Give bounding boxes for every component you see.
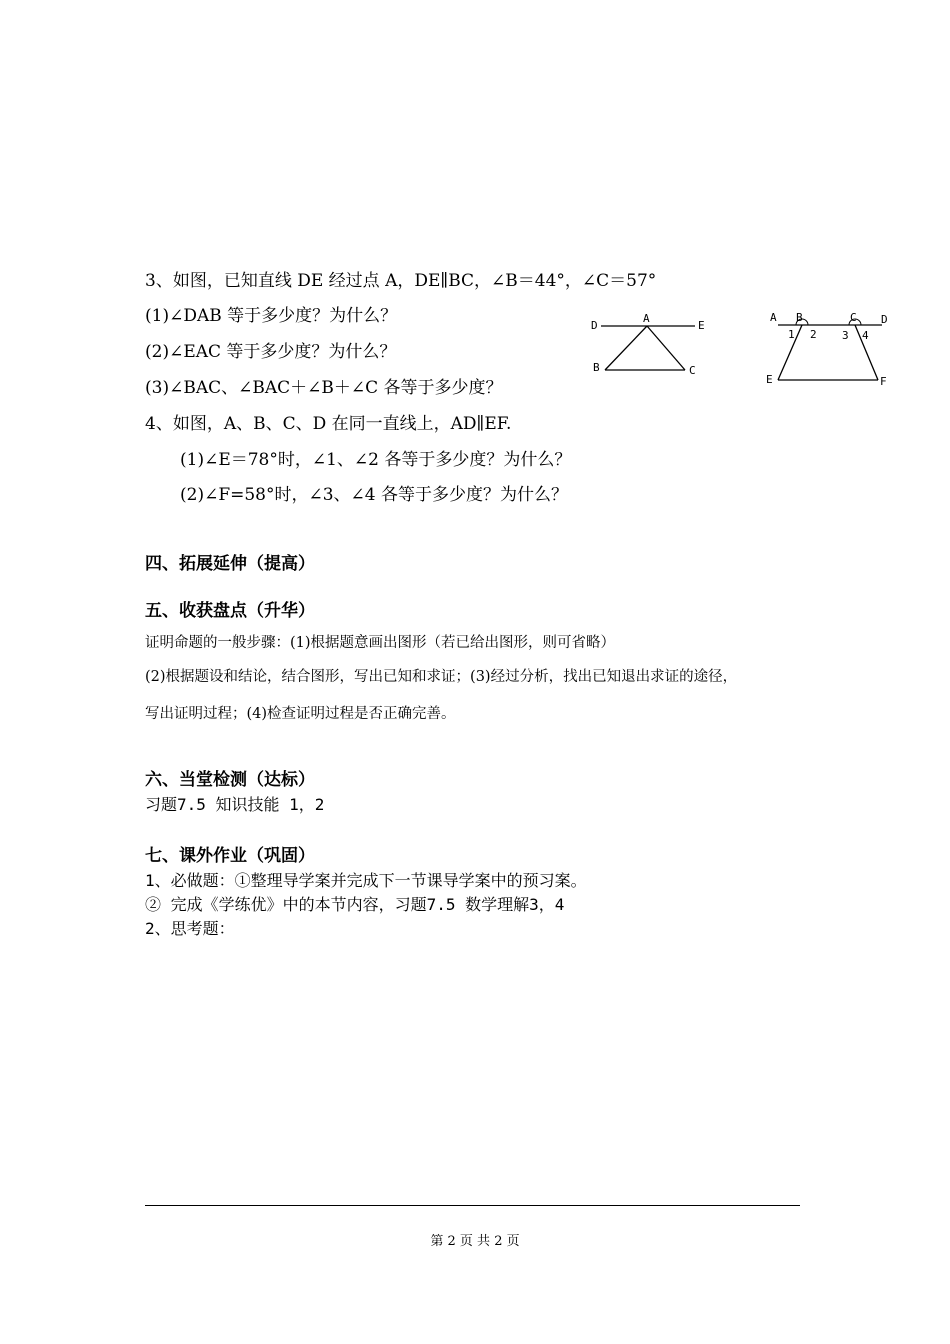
footer-divider: [145, 1205, 800, 1206]
section-4-heading: 四、拓展延伸（提高）: [145, 554, 315, 574]
section-5-line-2: (2)根据题设和结论，结合图形，写出已知和求证；(3)经过分析，找出已知退出求证的途径，: [145, 669, 738, 685]
label-a: A: [770, 311, 777, 324]
section-6-heading: 六、当堂检测（达标）: [145, 770, 315, 790]
section-7-line-1: 1、必做题：①整理导学案并完成下一节课导学案中的预习案。: [145, 871, 587, 890]
q3-stem: 3、如图，已知直线 DE 经过点 A，DE∥BC，∠B＝44°，∠C＝57°: [145, 271, 657, 291]
q4-part-1: (1)∠E＝78°时，∠1、∠2 各等于多少度？为什么？: [180, 450, 572, 470]
label-b: B: [796, 311, 803, 324]
page-number: 第 2 页 共 2 页: [430, 1234, 520, 1249]
segment-ab: [605, 326, 647, 370]
label-c: C: [689, 364, 696, 377]
angle-label-3: 3: [842, 329, 849, 342]
label-b: B: [593, 361, 600, 374]
angle-label-1: 1: [788, 328, 795, 341]
triangle-figure: [585, 308, 715, 383]
label-d: D: [881, 313, 888, 326]
label-c: C: [850, 311, 857, 324]
section-5-line-3: 写出证明过程；(4)检查证明过程是否正确完善。: [145, 706, 456, 722]
segment-ac: [647, 326, 685, 370]
label-a: A: [643, 312, 650, 325]
section-7-line-2: ② 完成《学练优》中的本节内容，习题7.5 数学理解3，4: [145, 895, 565, 914]
label-f: F: [880, 375, 887, 388]
section-5-line-1: 证明命题的一般步骤：(1)根据题意画出图形（若已给出图形，则可省略）: [145, 635, 616, 651]
q3-part-3: (3)∠BAC、∠BAC＋∠B＋∠C 各等于多少度？: [145, 378, 503, 398]
trapezoid-figure: [760, 305, 895, 390]
q4-part-2: (2)∠F=58°时，∠3、∠4 各等于多少度？为什么？: [180, 485, 569, 505]
q4-stem: 4、如图，A、B、C、D 在同一直线上，AD∥EF.: [145, 414, 512, 434]
section-6-line-1: 习题7.5 知识技能 1，2: [145, 795, 325, 814]
section-7-heading: 七、课外作业（巩固）: [145, 846, 315, 866]
q3-part-1: (1)∠DAB 等于多少度？为什么？: [145, 306, 398, 326]
q3-part-2: (2)∠EAC 等于多少度？为什么？: [145, 342, 397, 362]
angle-label-4: 4: [862, 329, 869, 342]
label-d: D: [591, 319, 598, 332]
section-7-line-3: 2、思考题：: [145, 919, 235, 938]
section-5-heading: 五、收获盘点（升华）: [145, 601, 315, 621]
angle-label-2: 2: [810, 328, 817, 341]
label-e: E: [698, 319, 705, 332]
label-e: E: [766, 373, 773, 386]
